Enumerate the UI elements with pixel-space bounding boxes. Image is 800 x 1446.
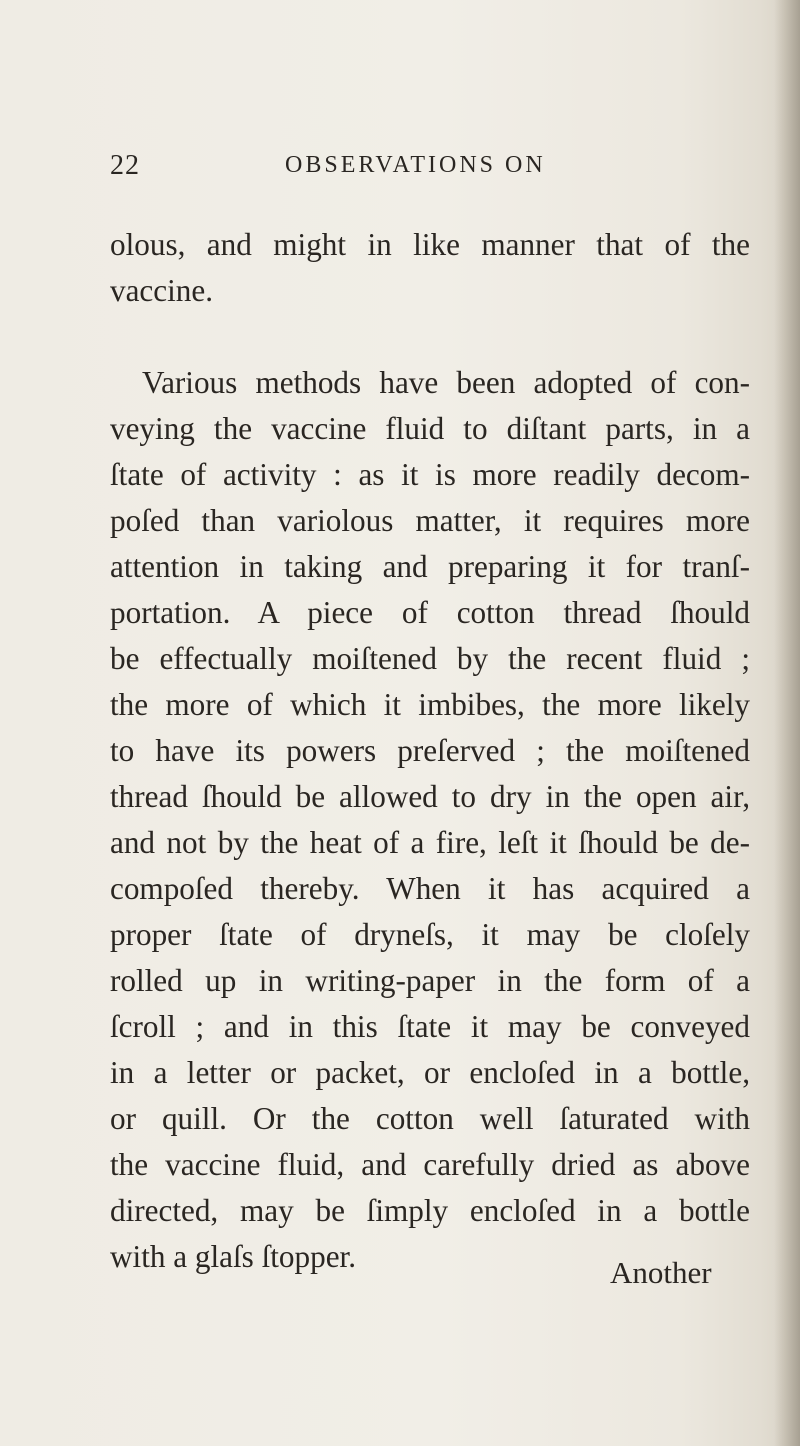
text-line: portation. A piece of cotton thread ſhould [110,595,750,630]
text-line: the vaccine fluid, and carefully dried as above [110,1147,750,1182]
body-text [110,222,750,1280]
text-line: veying the vaccine fluid to diſtant parts, in a [110,411,750,446]
text-line: directed, may be ſimply encloſed in a bottle [110,1193,750,1228]
text-line: compoſed thereby. When it has acquired a [110,871,750,906]
text-line: olous, and might in like manner that of the [110,227,750,262]
text-line: to have its powers preſerved ; the moiſtened [110,733,750,768]
text-line: vaccine. [110,273,214,308]
paragraph-gap [110,314,750,360]
text-line: in a letter or packet, or encloſed in a bottle, [110,1055,750,1090]
text-line: thread ſhould be allowed to dry in the open air, [110,779,750,814]
text-line: ſcroll ; and in this ſtate it may be conveyed [110,1009,750,1044]
text-line: or quill. Or the cotton well ſaturated with [110,1101,750,1136]
catchword: Another [610,1255,712,1290]
text-line: the more of which it imbibes, the more likely [110,687,750,722]
page-edge-shadow [774,0,800,1446]
text-line: be effectually moiſtened by the recent fluid ; [110,641,750,676]
text-line: and not by the heat of a fire, leſt it ſhould be de- [110,825,750,860]
page-number: 22 [110,150,140,181]
text-line: Various methods have been adopted of con- [142,365,750,400]
text-line: with a glaſs ſtopper. [110,1239,356,1274]
running-head-title: OBSERVATIONS ON [285,152,546,178]
text-line: attention in taking and preparing it for tranſ- [110,549,750,584]
text-line: poſed than variolous matter, it requires more [110,503,750,538]
text-line: proper ſtate of dryneſs, it may be cloſely [110,917,750,952]
text-line: rolled up in writing-paper in the form of a [110,963,750,998]
text-line: ſtate of activity : as it is more readily decom- [110,457,750,492]
running-head [110,150,730,190]
